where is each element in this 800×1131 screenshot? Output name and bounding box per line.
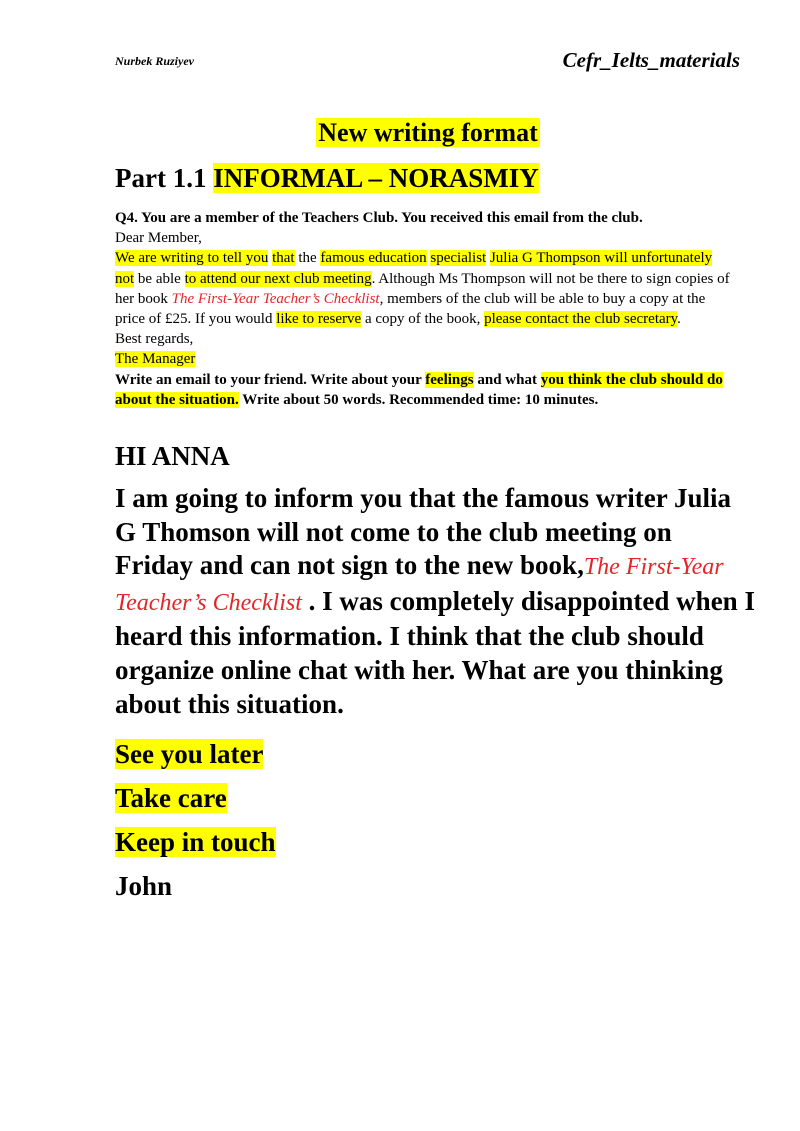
instr-seg: feelings xyxy=(425,371,474,388)
answer-greeting: HI ANNA xyxy=(115,441,230,471)
email-seg: be able xyxy=(134,270,185,287)
closing-line xyxy=(115,824,276,868)
task-closing: Best regards, xyxy=(115,331,194,348)
instr-seg: Write about 50 words. Recommended time: 10 minutes. xyxy=(238,391,599,408)
instr-seg: Write an email to your friend. Write about your xyxy=(115,371,426,388)
task-email-body xyxy=(115,248,735,329)
email-seg: Julia G Thompson will unfortunately not xyxy=(115,250,713,287)
email-seg: famous education xyxy=(320,250,427,267)
task-salutation: Dear Member, xyxy=(115,230,202,247)
email-seg: We are writing to tell you xyxy=(115,250,269,267)
task-signoff xyxy=(115,349,735,369)
task-block xyxy=(115,208,735,410)
email-seg: . Although Ms Thompson will not be there to sign copies of her book xyxy=(115,270,730,307)
page-title-text: New writing format xyxy=(318,118,538,147)
closing-line xyxy=(115,736,276,780)
email-book-title: The First-Year Teacher’s Checklist xyxy=(171,290,380,307)
email-seg: to attend our next club meeting xyxy=(184,270,372,287)
closing-text: Keep in touch xyxy=(115,827,276,857)
answer-book-title: The First-Year Teacher’s Checklist xyxy=(115,554,724,616)
header-author: Nurbek Ruziyev xyxy=(115,54,194,68)
closing-text: See you later xyxy=(115,739,264,769)
closing-text: Take care xyxy=(115,783,227,813)
answer-block xyxy=(115,438,755,721)
signature: John xyxy=(115,871,173,901)
email-seg: . xyxy=(677,311,681,328)
instr-seg: you think the club should do about the situation. xyxy=(115,371,723,408)
page-title xyxy=(0,118,800,148)
header-brand: Cefr_Ielts_materials xyxy=(562,48,740,72)
answer-seg: I am going to inform you that the famous writer Julia G Thomson will not come to the club meeting on Friday and can not sign to the new book, xyxy=(115,483,731,581)
closings-block xyxy=(115,736,276,912)
closing-line xyxy=(115,780,276,824)
task-instruction xyxy=(115,370,735,410)
email-seg: the xyxy=(294,250,321,267)
email-seg: , members of the club will be able to buy a copy at the price of £25. If you would xyxy=(115,290,706,328)
answer-body xyxy=(115,482,755,721)
email-seg: a copy of the book, xyxy=(361,311,485,328)
email-seg: like to reserve xyxy=(276,311,362,328)
part-label: INFORMAL – NORASMIY xyxy=(213,163,539,193)
instr-seg: and what xyxy=(473,371,541,388)
task-question: Q4. You are a member of the Teachers Club. You received this email from the club. xyxy=(115,210,643,226)
part-heading xyxy=(115,163,539,194)
email-seg: please contact the club secretary xyxy=(484,311,678,328)
email-seg: specialist xyxy=(430,250,487,267)
task-signoff-text: The Manager xyxy=(115,351,196,368)
part-prefix: Part 1.1 xyxy=(115,163,214,193)
answer-seg: . I was completely disappointed when I heard this information. I think that the club should organize online chat with her. What are you thinking about this situation. xyxy=(115,585,755,719)
email-seg: that xyxy=(272,250,295,267)
